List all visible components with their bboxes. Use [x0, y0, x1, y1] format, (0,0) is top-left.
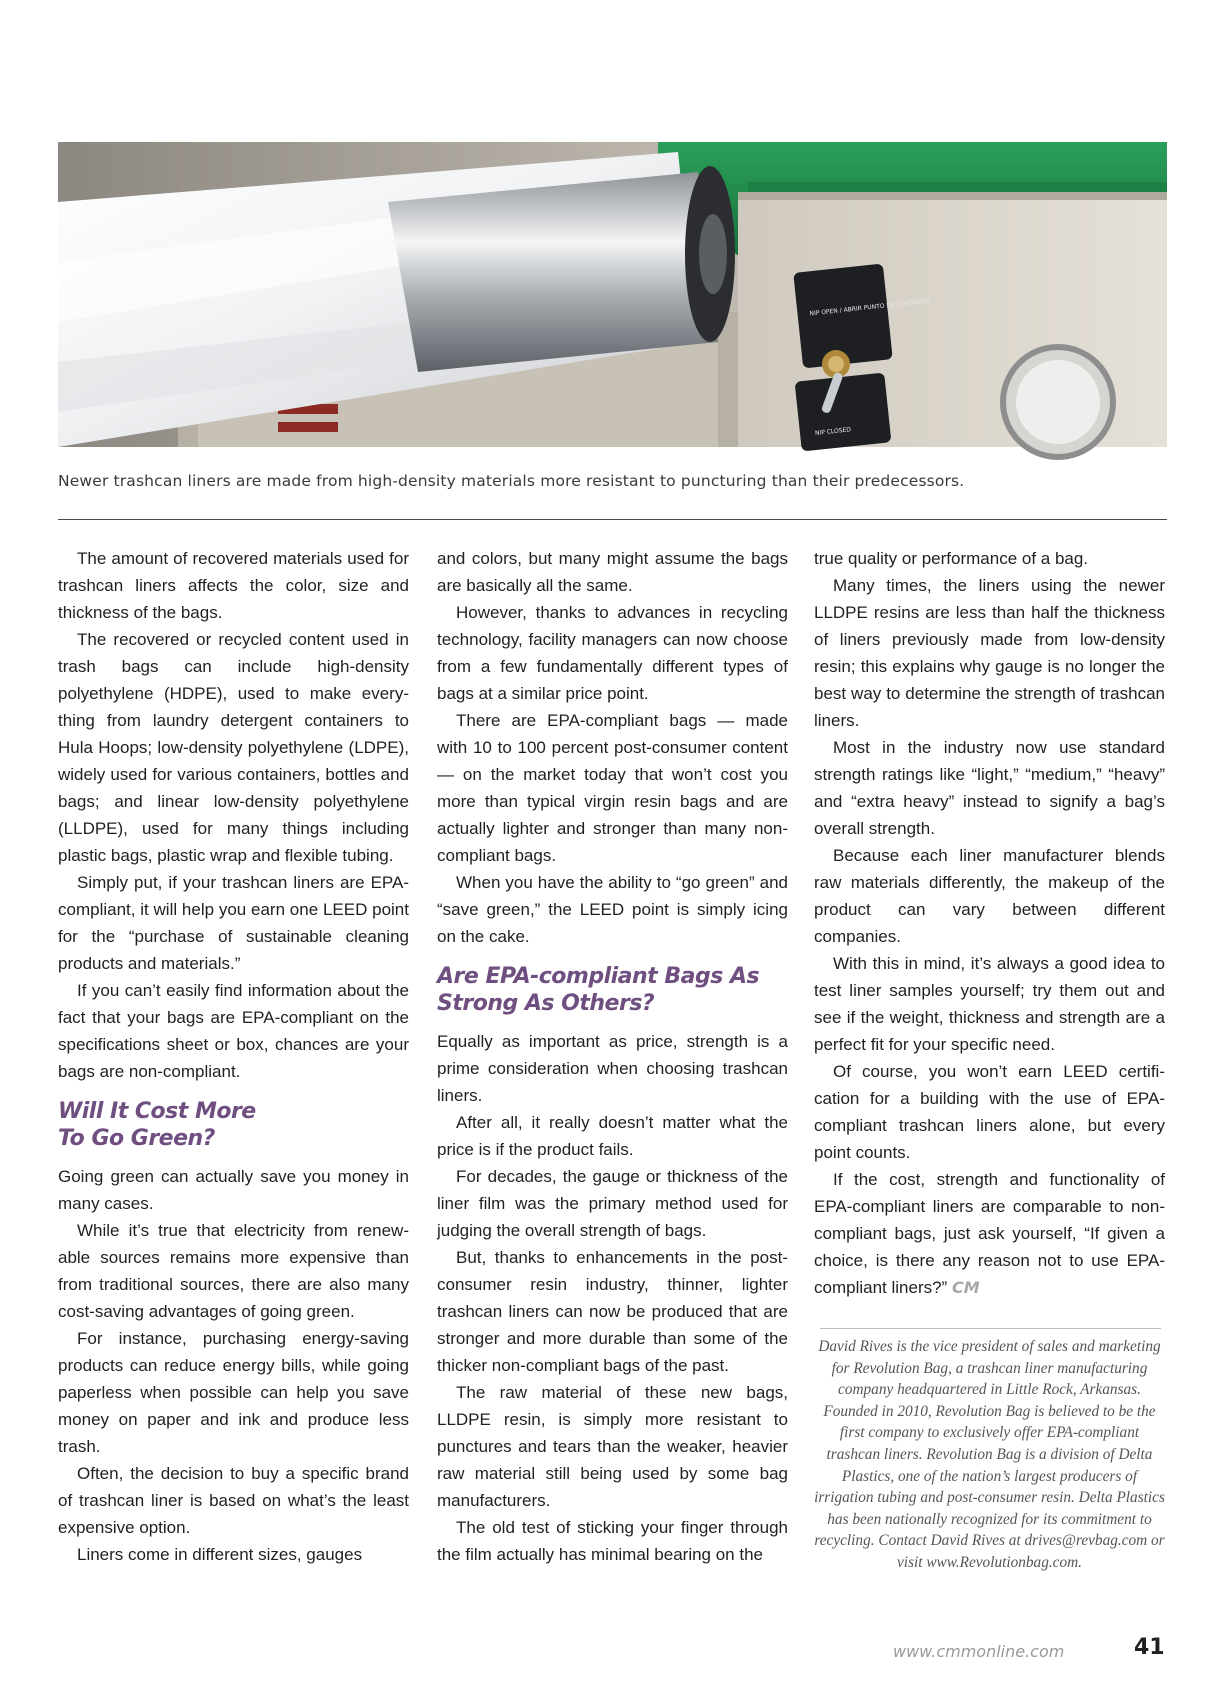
paragraph: But, thanks to enhancements in the post-consumer resin industry, thinner, lighter trashcan liners can now be produced that are stronger and more durable than some of the thicker non-compliant bags of the past. [437, 1248, 788, 1375]
bio-divider [820, 1328, 1161, 1329]
heading-line: Are EPA-compliant Bags As [437, 964, 760, 989]
caption-divider [58, 519, 1167, 520]
paragraph: When you have the ability to “go green” and “save green,” the LEED point is simply icing on the cake. [437, 873, 788, 946]
paragraph: Liners come in different sizes, gauges [77, 1545, 363, 1564]
heading-line: To Go Green? [58, 1126, 215, 1151]
photo-credit [1210, 317, 1225, 582]
paragraph-text: If the cost, strength and functionality of EPA-compliant liners are comparable to non-compliant bags, just ask yourself, “If given a choice, is there any reason not to use EPA-compliant liners?” [814, 1170, 1165, 1297]
article-column-2 [437, 545, 788, 1568]
paragraph: The recovered or recycled content used in trash bags can include high-density polyethylene (HDPE), used to make everything from laundry detergent containers to Hula Hoops; low-density polyethylene (LDPE), widely used for various containers, bottles and bags; and linear low-density polyethylene (LLDPE), used for many things including plastic bags, plastic wrap and flexible tubing. [58, 630, 409, 865]
paragraph: Many times, the liners using the newer LLDPE resins are less than half the thickness of liners previously made from low-density resin; this explains why gauge is no longer the best way to determine the strength of trashcan liners. [814, 576, 1165, 730]
panel-label-bottom: NIP CLOSED [814, 426, 852, 438]
paragraph: Simply put, if your trashcan liners are EPA-compliant, it will help you earn one LEED point for the “purchase of sustainable cleaning products and materials.” [58, 873, 409, 973]
paragraph: The old test of sticking your finger through the film actually has minimal bearing on the [437, 1518, 788, 1564]
paragraph: For decades, the gauge or thickness of the liner film was the primary method used for judging the overall strength of bags. [437, 1167, 788, 1240]
paragraph: After all, it really doesn’t matter what the price is if the product fails. [437, 1113, 788, 1159]
panel-label-top: NIP OPEN / ABRIR PUNTO DE CONTACTO [809, 297, 931, 318]
paragraph: For instance, purchasing energy-saving products can reduce energy bills, while going paperless when possible can help you save money on paper and ink and produce less trash. [58, 1329, 409, 1456]
paragraph: Most in the industry now use standard strength ratings like “light,” “medium,” “heavy” and “extra heavy” instead to signify a bag’s overall strength. [814, 738, 1165, 838]
paragraph-final [814, 1166, 1165, 1301]
paragraph: Of course, you won’t earn LEED certification for a building with the use of EPA-compliant trashcan liners alone, but every point counts. [814, 1062, 1165, 1162]
paragraph: and colors, but many might assume the bags are basically all the same. [437, 549, 788, 595]
paragraph: There are EPA-compliant bags — made with 10 to 100 percent post-consumer content — on the market today that won’t cost you more than typical virgin resin bags and are actually lighter and stronger than many non-compliant bags. [437, 711, 788, 865]
paragraph: The amount of recovered materials used for trashcan liners affects the color, size and thickness of the bags. [58, 549, 409, 622]
paragraph: However, thanks to advances in recycling technology, facility managers can now choose from a few fundamentally different types of bags at a similar price point. [437, 603, 788, 703]
article-column-3 [814, 545, 1165, 1301]
paragraph: Often, the decision to buy a specific brand of trashcan liner is based on what’s the least expensive option. [58, 1464, 409, 1537]
paragraph: Equally as important as price, strength is a prime consideration when choosing trashcan liners. [437, 1032, 788, 1105]
article-column-1 [58, 545, 409, 1568]
heading-line: Strong As Others? [437, 991, 655, 1016]
author-bio: David Rives is the vice president of sales and marketing for Revolution Bag, a trashcan liner manufacturing company headquartered in Little Rock, Arkansas. Founded in 2010, Revolution Bag is believed to be the first company to exclusively offer EPA-compliant trashcan liners. Revolution Bag is a division of Delta Plastics, one of the nation’s largest producers of irrigation tubing and post-consumer resin. Delta Plastics has been nationally recognized for its commitment to recycling. Contact David Rives at drives@revbag.com or visit www.Revolutionbag.com. [814, 1338, 1165, 1571]
paragraph: If you can’t easily find information about the fact that your bags are EPA-compliant on the specifications sheet or box, chances are your bags are non-compliant. [58, 981, 409, 1081]
paragraph: With this in mind, it’s always a good idea to test liner samples yourself; try them out and see if the weight, thickness and strength are a perfect fit for your specific need. [814, 954, 1165, 1054]
footer-url: www.cmmonline.com [893, 1642, 1065, 1661]
section-heading-strength [437, 963, 788, 1017]
paragraph: The raw material of these new bags, LLDPE resin, is simply more resistant to punctures and tears than the weaker, heavier raw material still being used by some bag manufacturers. [437, 1383, 788, 1510]
end-mark: CM [951, 1278, 980, 1297]
paragraph: Going green can actually save you money in many cases. [58, 1167, 409, 1213]
section-heading-cost [58, 1098, 409, 1152]
machine-photo-illustration [58, 142, 1167, 447]
paragraph: true quality or performance of a bag. [814, 549, 1089, 568]
paragraph: While it’s true that electricity from renewable sources remains more expensive than from traditional sources, there are also many cost-saving advantages of going green. [58, 1221, 409, 1321]
photo-caption: Newer trashcan liners are made from high-density materials more resistant to puncturing than their predecessors. [58, 472, 965, 490]
paragraph: Because each liner manufacturer blends raw materials differently, the makeup of the product can vary between different companies. [814, 846, 1165, 946]
heading-line: Will It Cost More [58, 1099, 256, 1124]
photo-credit-text: Images courtesy of Revolution Bag [1210, 317, 1225, 577]
page-number: 41 [1134, 1635, 1165, 1660]
